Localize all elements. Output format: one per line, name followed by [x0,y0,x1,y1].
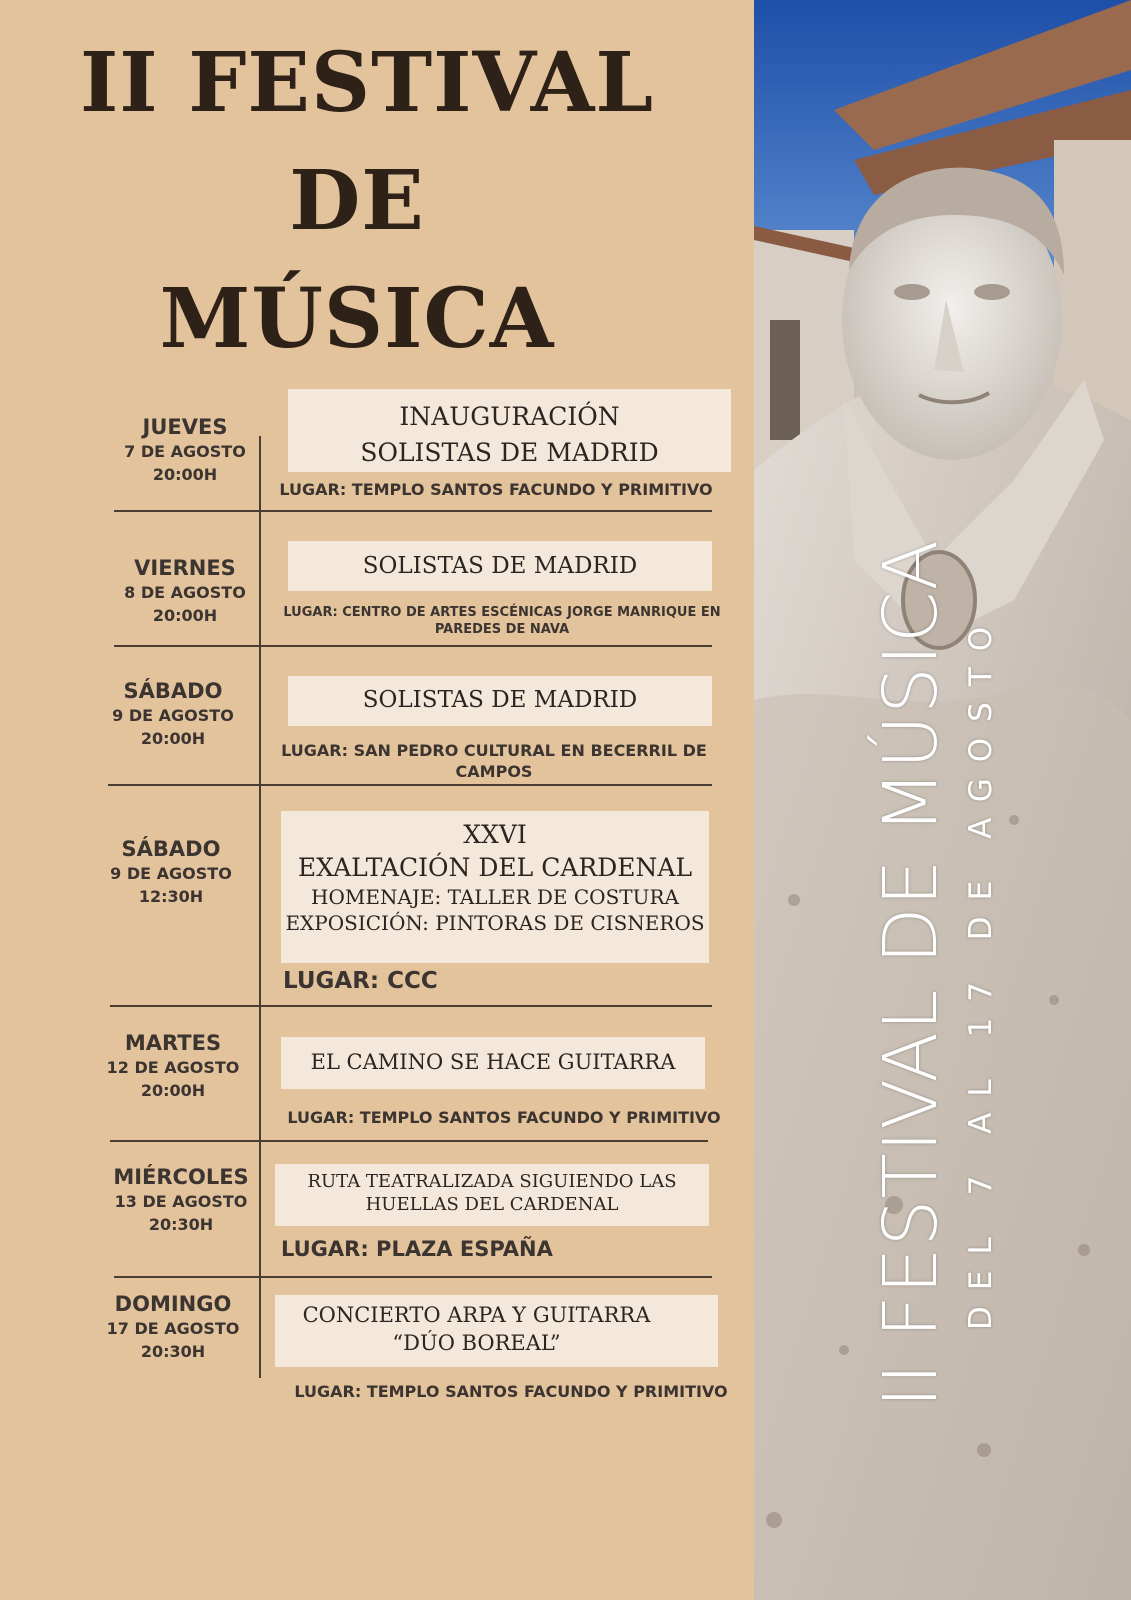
event-day: SÁBADO [123,679,223,703]
event-5-place: LUGAR: TEMPLO SANTOS FACUNDO Y PRIMITIVO [287,1108,721,1127]
event-time: 20:30H [140,1342,206,1361]
event-time: 12:30H [138,887,204,906]
event-line: SOLISTAS DE MADRID [362,687,638,713]
event-7-place: LUGAR: TEMPLO SANTOS FACUNDO Y PRIMITIVO [294,1382,728,1401]
event-date: 17 DE AGOSTO [106,1319,240,1338]
event-3-title-box [288,676,712,726]
event-line: SOLISTAS DE MADRID [362,553,638,579]
event-day: VIERNES [134,556,236,580]
event-4-day-block [90,836,252,908]
event-2-place: LUGAR: CENTRO DE ARTES ESCÉNICAS JORGE MANRIQUE EN PAREDES DE NAVA [283,605,721,637]
event-date: 9 DE AGOSTO [112,706,234,725]
event-date: 9 DE AGOSTO [110,864,232,883]
event-date: 8 DE AGOSTO [124,583,246,602]
event-line: EL CAMINO SE HACE GUITARRA [310,1050,676,1074]
event-day: DOMINGO [114,1292,232,1316]
event-5-day-block [92,1030,254,1102]
event-1-title-box [288,389,731,472]
event-day: SÁBADO [121,837,221,861]
event-2-title-box [288,541,712,591]
event-6-title-box [275,1164,709,1226]
event-time: 20:00H [152,606,218,625]
event-7-day-block [92,1291,254,1363]
festival-title-line-3: MÚSICA [159,271,555,367]
event-time: 20:00H [152,465,218,484]
event-6-place: LUGAR: PLAZA ESPAÑA [281,1237,553,1261]
event-2-day-block [104,555,266,627]
event-1-place: LUGAR: TEMPLO SANTOS FACUNDO Y PRIMITIVO [279,480,713,499]
event-time: 20:00H [140,1081,206,1100]
event-1-day-block [104,414,266,486]
separator-2 [114,645,712,647]
separator-6 [114,1276,712,1278]
event-5-title-box [281,1037,705,1089]
festival-title-line-2: DE [289,153,425,249]
event-line: SOLISTAS DE MADRID [360,438,659,467]
event-line: EXALTACIÓN DEL CARDENAL [297,853,693,882]
event-4-place: LUGAR: CCC [283,968,438,994]
event-day: MIÉRCOLES [113,1165,249,1189]
separator-4 [110,1005,712,1007]
event-line: RUTA TEATRALIZADA SIGUIENDO LAS [307,1171,677,1192]
event-line: CONCIERTO ARPA Y GUITARRA [302,1303,651,1327]
separator-5 [110,1140,708,1142]
event-4-title-box [281,811,709,963]
event-date: 13 DE AGOSTO [114,1192,248,1211]
event-line: EXPOSICIÓN: PINTORAS DE CISNEROS [285,911,705,935]
event-day: JUEVES [142,415,228,439]
event-date: 7 DE AGOSTO [124,442,246,461]
event-line: INAUGURACIÓN [399,402,620,431]
separator-1 [114,510,712,512]
event-time: 20:30H [148,1215,214,1234]
event-3-place: LUGAR: SAN PEDRO CULTURAL EN BECERRIL DE CAMPOS [281,741,707,781]
event-time: 20:00H [140,729,206,748]
event-6-day-block [96,1164,266,1236]
vertical-date-range: DEL 7 AL 17 DE AGOSTO [963,610,999,1330]
vertical-festival-title: II FESTIVAL DE MÚSICA [868,538,954,1408]
separator-3 [108,784,712,786]
event-line: HOMENAJE: TALLER DE COSTURA [311,885,679,909]
event-line: XXVI [463,820,527,849]
event-line: “DÚO BOREAL” [392,1331,561,1355]
festival-title-line-1: II FESTIVAL [79,35,655,131]
event-7-title-box [275,1295,718,1367]
event-line: HUELLAS DEL CARDENAL [365,1194,619,1215]
event-date: 12 DE AGOSTO [106,1058,240,1077]
event-day: MARTES [124,1031,222,1055]
event-3-day-block [92,678,254,750]
